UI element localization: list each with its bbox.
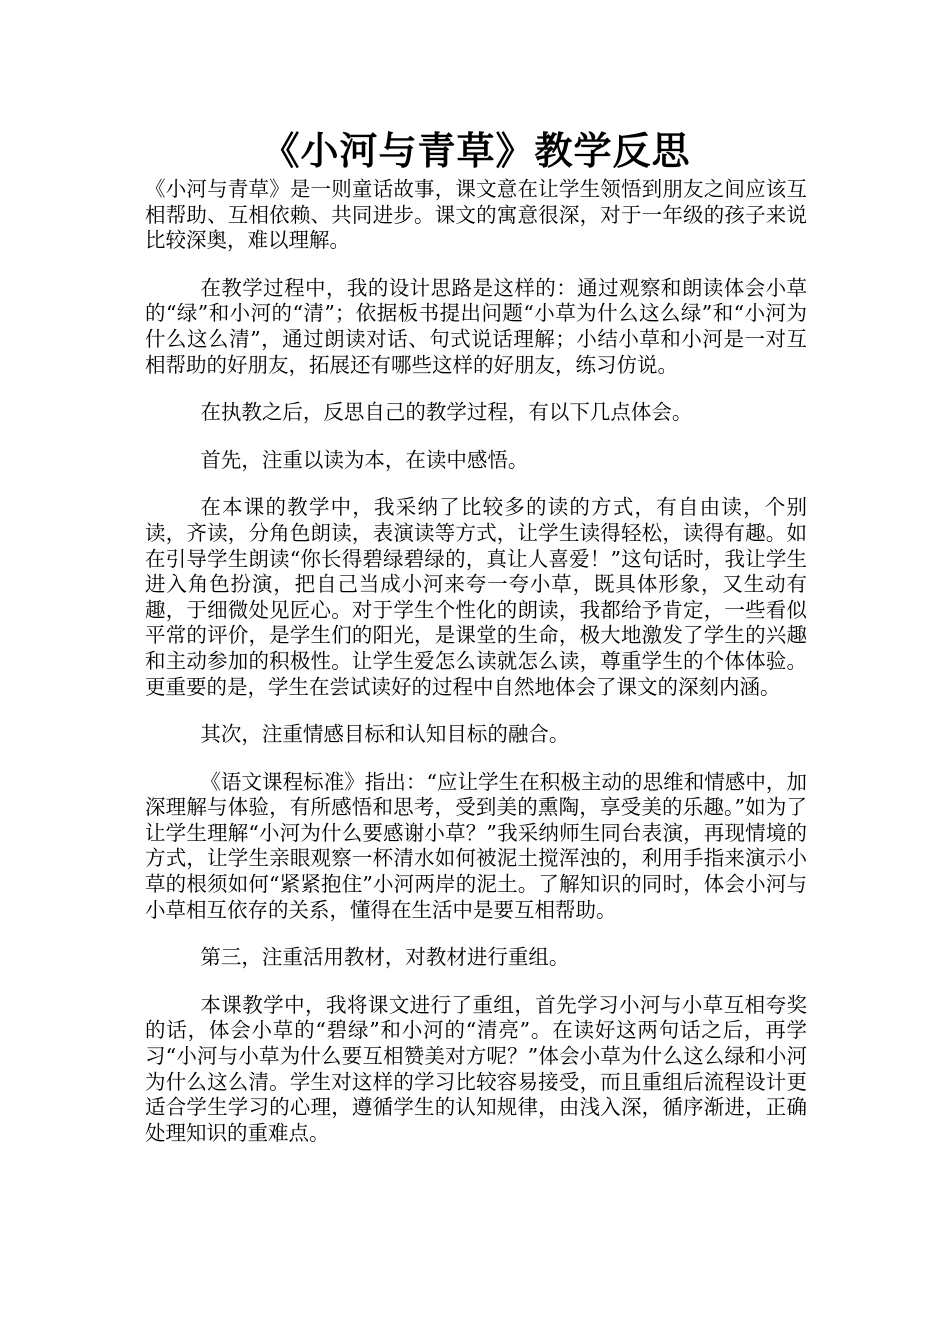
document-title: 《小河与青草》教学反思	[261, 129, 691, 173]
paragraph-point-three-heading: 第三，注重活用教材，对教材进行重组。	[200, 945, 570, 970]
paragraph-point-two-heading: 其次，注重情感目标和认知目标的融合。	[200, 722, 570, 747]
paragraph-point-two-body: 《语文课程标准》指出：“应让学生在积极主动的思维和情感中，加深理解与体验，有所感悟和思考，受到美的熏陶，享受美的乐趣。”如为了让学生理解“小河为什么要感谢小草？”我采纳师生同台表演，再现情境的方式，让学生亲眼观察一杯清水如何被泥土搅浑浊的，利用手指来演示小草的根须如何“紧紧抱住”小河两岸的泥土。了解知识的同时，体会小河与小草相互依存的关系，懂得在生活中是要互相帮助。	[145, 769, 807, 922]
paragraph-point-one-body: 在本课的教学中，我采纳了比较多的读的方式，有自由读，个别读，齐读，分角色朗读，表演读等方式，让学生读得轻松，读得有趣。如在引导学生朗读“你长得碧绿碧绿的，真让人喜爱！”这句话时，我让学生进入角色扮演，把自己当成小河来夸一夸小草，既具体形象，又生动有趣，于细微处见匠心。对于学生个性化的朗读，我都给予肯定，一些看似平常的评价，是学生们的阳光，是课堂的生命，极大地激发了学生的兴趣和主动参加的积极性。让学生爱怎么读就怎么读，尊重学生的个体体验。更重要的是，学生在尝试读好的过程中自然地体会了课文的深刻内涵。	[145, 495, 807, 699]
paragraph-intro: 《小河与青草》是一则童话故事，课文意在让学生领悟到朋友之间应该互相帮助、互相依赖、共同进步。课文的寓意很深，对于一年级的孩子来说比较深奥，难以理解。	[145, 177, 807, 253]
document-page	[145, 125, 807, 1168]
paragraph-point-three-body: 本课教学中，我将课文进行了重组，首先学习小河与小草互相夸奖的话，体会小草的“碧绿”和小河的“清亮”。在读好这两句话之后，再学习“小河与小草为什么要互相赞美对方呢？”体会小草为什么这么绿和小河为什么这么清。学生对这样的学习比较容易接受，而且重组后流程设计更适合学生学习的心理，遵循学生的认知规律，由浅入深，循序渐进，正确处理知识的重难点。	[145, 992, 807, 1145]
paragraph-reflection-intro: 在执教之后，反思自己的教学过程，有以下几点体会。	[200, 400, 693, 425]
paragraph-point-one-heading: 首先，注重以读为本，在读中感悟。	[200, 447, 529, 472]
paragraph-design-approach: 在教学过程中，我的设计思路是这样的：通过观察和朗读体会小草的“绿”和小河的“清”；依据板书提出问题“小草为什么这么绿”和“小河为什么这么清”，通过朗读对话、句式说话理解；小结小草和小河是一对互相帮助的好朋友，拓展还有哪些这样的好朋友，练习仿说。	[145, 275, 807, 377]
